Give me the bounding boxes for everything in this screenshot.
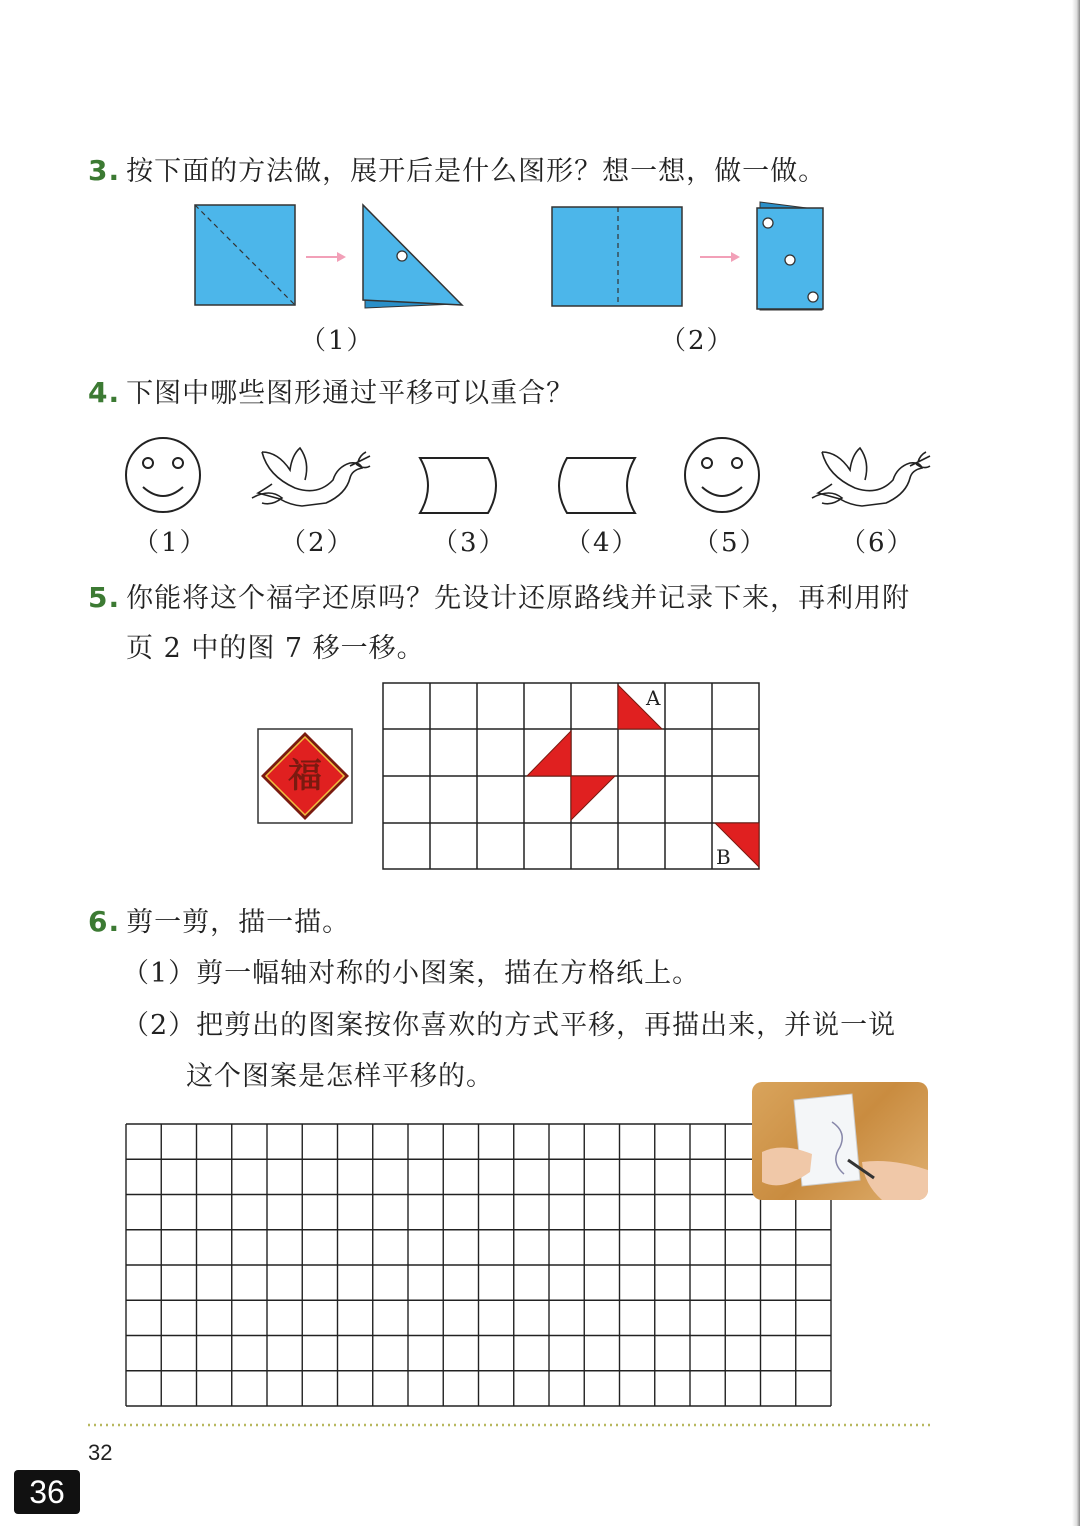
- figure-label: （1）: [300, 326, 375, 356]
- question-number: 3.: [88, 154, 121, 187]
- dove-icon-6: [812, 448, 930, 506]
- folded-rectangle-diagram: [757, 202, 823, 310]
- sub-question-2-cont: 这个图案是怎样平移的。: [186, 1061, 494, 1092]
- fu-piece-bottom: [571, 776, 615, 820]
- arrow-icon: [306, 252, 346, 262]
- dove-icon-2: [252, 448, 370, 506]
- sub-question-2: （2）把剪出的图案按你喜欢的方式平移，再描出来，并说一说: [122, 1010, 897, 1041]
- page-badge: 36: [14, 1470, 80, 1514]
- fold-rectangle-diagram: [552, 207, 682, 306]
- point-b-label: B: [716, 845, 731, 869]
- question-text: 按下面的方法做，展开后是什么图形？想一想，做一做。: [126, 156, 827, 187]
- folded-triangle-diagram: [363, 205, 462, 308]
- fu-piece-left: [527, 731, 571, 776]
- scroll-shape-4: [559, 458, 635, 513]
- point-a-label: A: [646, 686, 661, 710]
- question-text: 你能将这个福字还原吗？先设计还原路线并记录下来，再利用附: [126, 583, 911, 614]
- smiley-face-5: [685, 438, 759, 512]
- fu-character: 福: [288, 756, 322, 796]
- smiley-face-1: [126, 438, 200, 512]
- question-number: 4.: [88, 376, 121, 409]
- fold-square-diagram: [195, 205, 295, 305]
- question-text-cont: 页 2 中的图 7 移一移。: [126, 632, 425, 664]
- arrow-icon: [700, 252, 740, 262]
- shape-label: （2）: [280, 528, 355, 558]
- question-5: [88, 572, 910, 674]
- paper-cutting-photo: [752, 1082, 928, 1200]
- shape-label: （6）: [840, 528, 915, 558]
- tracing-grid: [126, 1124, 831, 1406]
- shape-label: （1）: [133, 528, 208, 558]
- figure-label: （2）: [660, 326, 735, 356]
- shape-label: （5）: [693, 528, 768, 558]
- question-number: 6.: [88, 905, 121, 938]
- question-4: [88, 367, 574, 419]
- page-number: 32: [88, 1440, 113, 1465]
- shape-label: （4）: [565, 528, 640, 558]
- question-text: 下图中哪些图形通过平移可以重合？: [126, 378, 575, 409]
- shape-label: （3）: [432, 528, 507, 558]
- question-6: [88, 896, 350, 948]
- scroll-shape-3: [420, 458, 496, 513]
- sub-question-1: （1）剪一幅轴对称的小图案，描在方格纸上。: [122, 958, 701, 989]
- question-number: 5.: [88, 581, 121, 614]
- question-text: 剪一剪，描一描。: [126, 907, 351, 938]
